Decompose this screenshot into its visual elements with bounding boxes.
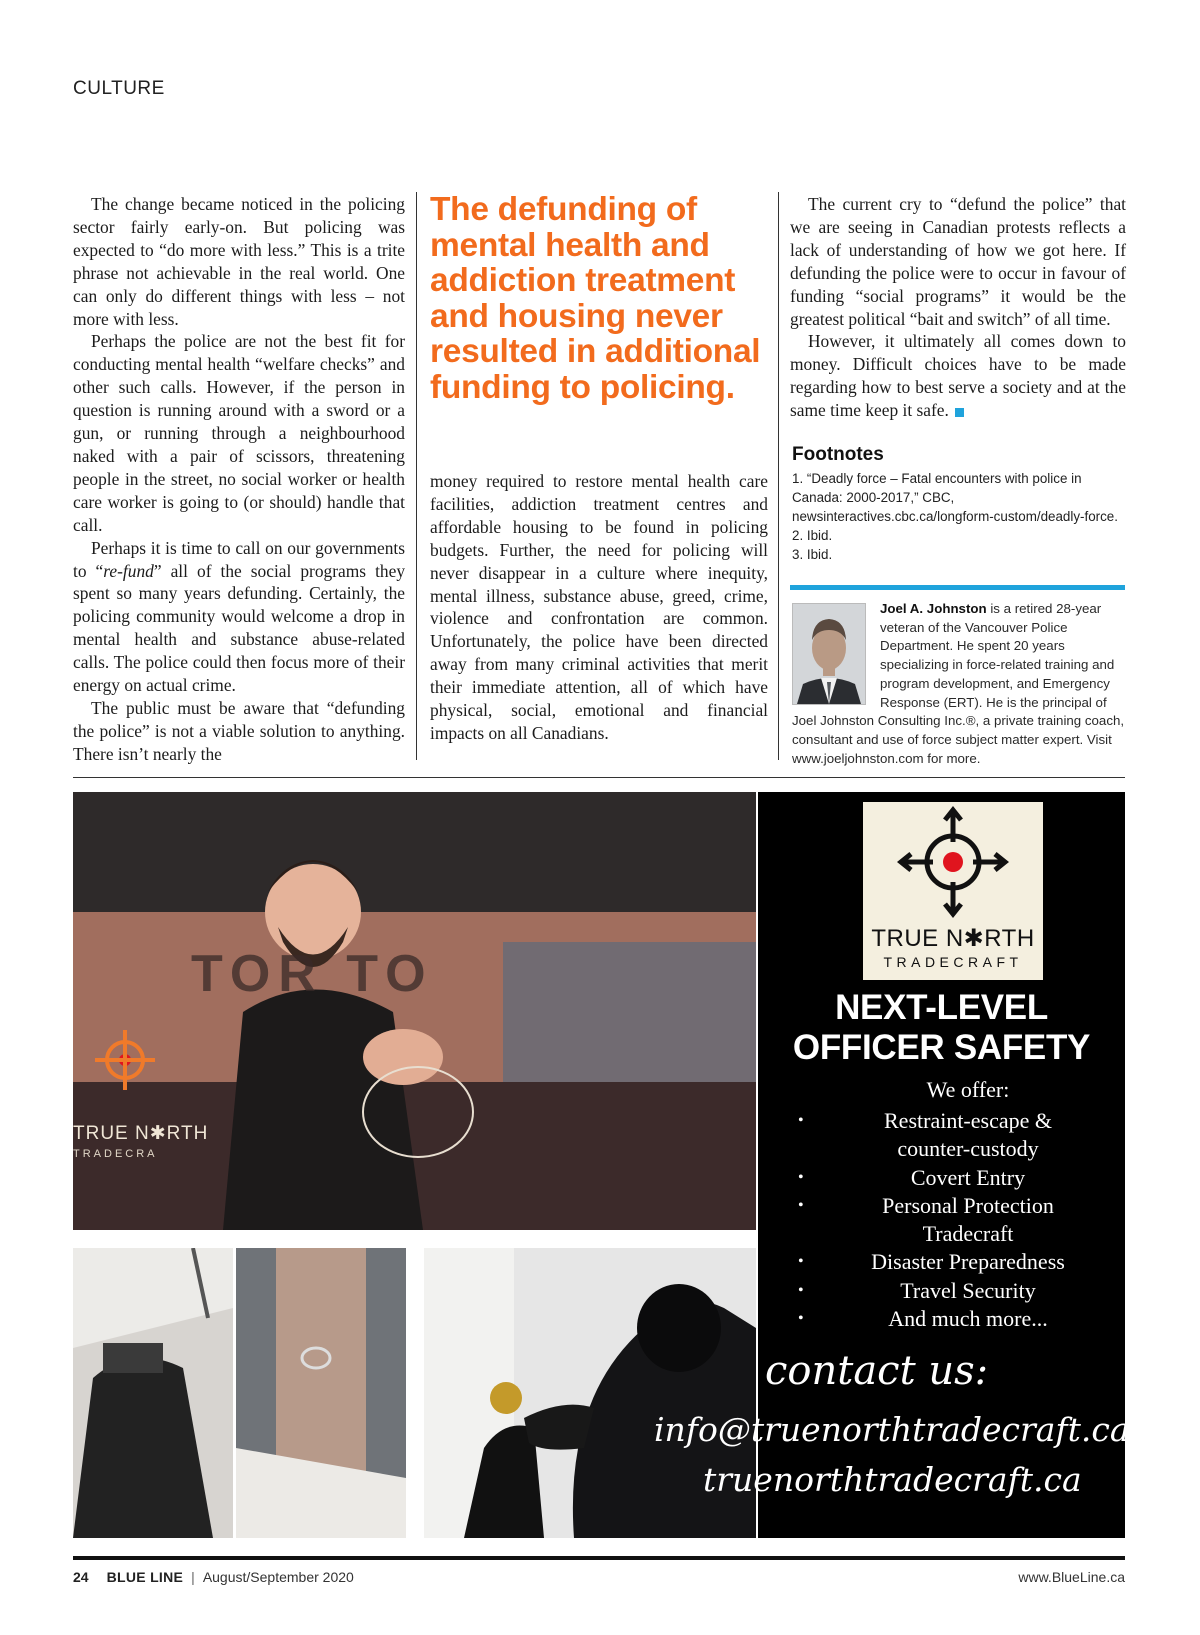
column-divider [416, 192, 417, 760]
article-column-1 [73, 193, 405, 766]
footnote-item: 1. “Deadly force – Fatal encounters with police in Canada: 2000-2017,” CBC, newsinteractives.cbc.ca/longform-custom/deadly-force. [792, 471, 1118, 524]
ad-offer-item: • Covert Entry [798, 1164, 1128, 1192]
ad-photo-restraint [73, 1248, 233, 1538]
section-divider [73, 777, 1125, 778]
paragraph: The public must be aware that “defunding the police” is not a viable solution to anything. There isn’t nearly the [73, 697, 405, 764]
footnote-item: 3. Ibid. [792, 547, 833, 562]
ad-photo-handcuff [236, 1248, 406, 1538]
paragraph: The change became noticed in the policing sector fairly early-on. But policing was expected to “do more with less.” This is a trite phrase not achievable in the real world. One can only do different things with less – not more with less. [73, 194, 405, 329]
contact-title: contact us: [765, 1348, 989, 1394]
ad-offer-item: • Travel Security [798, 1277, 1128, 1305]
contact-email[interactable]: info@truenorthtradecraft.ca [654, 1410, 1130, 1449]
contact-website[interactable]: truenorthtradecraft.ca [703, 1460, 1082, 1499]
ad-offer-item: counter-custody [897, 1136, 1039, 1162]
emphasis-refund: re-fund [103, 560, 154, 581]
ad-offer-item: Tradecraft [922, 1221, 1014, 1247]
article-column-2 [430, 470, 768, 745]
ad-headline: NEXT-LEVEL OFFICER SAFETY [792, 988, 1091, 1067]
photo-sign-subtext: TRADECRA [73, 1148, 158, 1160]
ad-offer-title: We offer: [926, 1077, 1010, 1102]
author-bio: Joel A. Johnston is a retired 28-year veteran of the Vancouver Police Department. He spent 20 years specializing in force-related training and program development, and Emergency Response (ERT). He is the principal of Joel Johnston Consulting Inc.®, a private training coach, consultant and use of force subject matter expert. Visit www.joeljohnston.com for more. [792, 601, 1125, 766]
ad-offer-item: • Disaster Preparedness [798, 1248, 1128, 1276]
footnotes-list [792, 469, 1132, 564]
logo-wordmark: TRUE N✱RTH [871, 925, 1035, 952]
author-name: Joel A. Johnston [880, 601, 987, 616]
ad-offer-item: • And much more... [798, 1305, 1128, 1333]
page-number: 24 [73, 1569, 89, 1585]
ad-offer-list [798, 1107, 1128, 1333]
paragraph: money required to restore mental health care facilities, addiction treatment centres and affordable housing to be found in policing budgets. Further, the need for policing will never disappear in a culture where inequity, mental illness, substance abuse, greed, crime, violence and confrontation are common. Unfortunately, the police have been directed away from many criminal activities that merit their immediate attention, all of which have physical, social, emotional and financial impacts on all Canadians. [430, 471, 768, 743]
paragraph: Perhaps the police are not the best fit for conducting mental health “welfare checks” and other such calls. However, if the person in question is running around with a sword or a gun, or running through a neighbourhood naked with a pair of scissors, threatening people in the street, no social worker or health care worker is going to (or should) handle that call. [73, 331, 405, 535]
column-divider [778, 192, 779, 760]
section-label: CULTURE [73, 78, 165, 99]
crosshair-logo-icon [863, 802, 1043, 922]
magazine-name: BLUE LINE [106, 1569, 184, 1585]
paragraph: However, it ultimately all comes down to money. Difficult choices have to be made regarding how to best serve a society and at the same time keep it safe. [790, 331, 1126, 421]
paragraph: Perhaps it is time to call on our governments to “re-fund” all of the social programs they spent so many years defunding. Certainly, the policing community would welcome a drop in mental health and substance abuse-related calls. The police could then focus more of their energy on actual crime. [73, 537, 406, 696]
logo-subwordmark: TRADECRAFT [883, 954, 1023, 970]
ad-offer-item: • Restraint-escape & [798, 1107, 1128, 1135]
author-divider [790, 585, 1125, 590]
end-of-article-mark [955, 408, 964, 417]
photo-wall-text: TOR TO [191, 945, 434, 1003]
issue-date: August/September 2020 [202, 1569, 354, 1585]
footnote-item: 2. Ibid. [792, 528, 833, 543]
footer-separator: | [191, 1569, 195, 1585]
ad-photo-instructor [73, 792, 756, 1230]
footer-rule [73, 1556, 1125, 1560]
photo-sign-text: TRUE N✱RTH [73, 1123, 209, 1144]
page-footer [73, 1569, 1125, 1593]
article-column-3 [790, 193, 1126, 422]
company-logo [863, 802, 1043, 980]
pull-quote: The defunding of mental health and addiction treatment and housing never resulted in additional funding to policing. [430, 191, 761, 406]
footnotes-title: Footnotes [792, 444, 884, 465]
paragraph: The current cry to “defund the police” that we are seeing in Canadian protests reflects a lack of understanding of how we got here. If defunding the police were to occur in favour of funding “social programs” it would be the greatest political “bait and switch” of all time. [790, 194, 1126, 329]
footer-website[interactable]: www.BlueLine.ca [1018, 1569, 1125, 1585]
ad-offer-item: • Personal Protection [798, 1192, 1128, 1220]
